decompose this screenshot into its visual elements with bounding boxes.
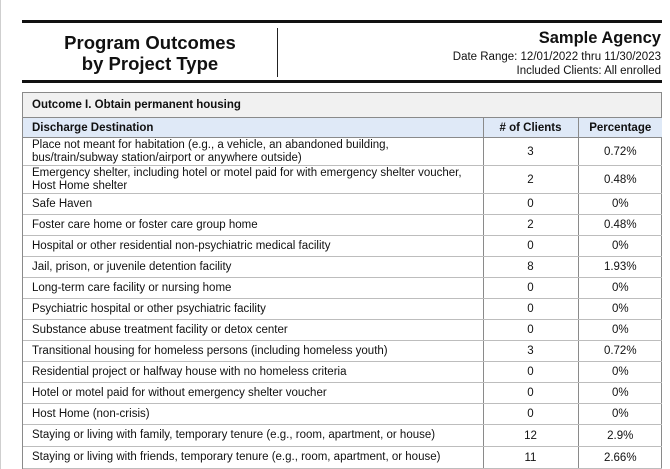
outcome-section [22, 92, 662, 469]
clients-cell: 8 [483, 257, 578, 278]
destination-cell: Emergency shelter, including hotel or motel paid for with emergency shelter voucher, Host Home shelter [23, 166, 483, 194]
table-header-row [23, 118, 662, 138]
percentage-cell: 2.9% [578, 425, 662, 447]
table-row [23, 341, 662, 362]
percentage-cell: 0% [578, 362, 662, 383]
clients-cell: 0 [483, 278, 578, 299]
percentage-cell: 0.48% [578, 215, 662, 236]
table-row [23, 278, 662, 299]
table-row [23, 447, 662, 469]
included-clients: Included Clients: All enrolled [516, 65, 661, 77]
percentage-cell: 0% [578, 299, 662, 320]
destination-cell: Safe Haven [23, 194, 483, 215]
table-row [23, 425, 662, 447]
table-row [23, 362, 662, 383]
column-header-percentage: Percentage [578, 118, 662, 138]
destination-cell: Hospital or other residential non-psychiatric medical facility [23, 236, 483, 257]
clients-cell: 3 [483, 341, 578, 362]
discharge-table [23, 118, 662, 469]
clients-cell: 11 [483, 447, 578, 469]
percentage-cell: 0.72% [578, 341, 662, 362]
destination-cell: Transitional housing for homeless persons (including homeless youth) [23, 341, 483, 362]
percentage-cell: 2.66% [578, 447, 662, 469]
destination-cell: Substance abuse treatment facility or detox center [23, 320, 483, 341]
report-header [22, 20, 662, 83]
destination-cell: Long-term care facility or nursing home [23, 278, 483, 299]
clients-cell: 0 [483, 383, 578, 404]
report-title [22, 32, 278, 74]
clients-cell: 12 [483, 425, 578, 447]
percentage-cell: 0% [578, 320, 662, 341]
table-row [23, 299, 662, 320]
outcome-title: Outcome I. Obtain permanent housing [23, 93, 661, 118]
destination-cell: Jail, prison, or juvenile detention facility [23, 257, 483, 278]
table-row [23, 383, 662, 404]
destination-cell: Staying or living with family, temporary tenure (e.g., room, apartment, or house) [23, 425, 483, 447]
report-title-line1: Program Outcomes [64, 32, 236, 53]
destination-cell: Residential project or halfway house with no homeless criteria [23, 362, 483, 383]
report-title-line2: by Project Type [81, 53, 219, 74]
table-row [23, 194, 662, 215]
destination-cell: Staying or living with friends, temporary tenure (e.g., room, apartment, or house) [23, 447, 483, 469]
clients-cell: 2 [483, 166, 578, 194]
percentage-cell: 0% [578, 383, 662, 404]
percentage-cell: 0% [578, 194, 662, 215]
percentage-cell: 0.48% [578, 166, 662, 194]
percentage-cell: 1.93% [578, 257, 662, 278]
percentage-cell: 0% [578, 278, 662, 299]
table-row [23, 320, 662, 341]
clients-cell: 0 [483, 194, 578, 215]
table-row [23, 138, 662, 166]
clients-cell: 0 [483, 236, 578, 257]
column-header-destination: Discharge Destination [23, 118, 483, 138]
destination-cell: Place not meant for habitation (e.g., a vehicle, an abandoned building, bus/train/subway station/airport or anywhere outside) [23, 138, 483, 166]
percentage-cell: 0% [578, 236, 662, 257]
table-row [23, 404, 662, 425]
clients-cell: 0 [483, 320, 578, 341]
header-divider [277, 28, 278, 77]
table-row [23, 215, 662, 236]
percentage-cell: 0% [578, 404, 662, 425]
column-header-clients: # of Clients [483, 118, 578, 138]
clients-cell: 0 [483, 362, 578, 383]
clients-cell: 3 [483, 138, 578, 166]
clients-cell: 2 [483, 215, 578, 236]
destination-cell: Foster care home or foster care group home [23, 215, 483, 236]
table-row [23, 257, 662, 278]
destination-cell: Host Home (non-crisis) [23, 404, 483, 425]
destination-cell: Hotel or motel paid for without emergency shelter voucher [23, 383, 483, 404]
clients-cell: 0 [483, 404, 578, 425]
clients-cell: 0 [483, 299, 578, 320]
agency-name: Sample Agency [538, 29, 661, 47]
table-row [23, 236, 662, 257]
percentage-cell: 0.72% [578, 138, 662, 166]
destination-cell: Psychiatric hospital or other psychiatric facility [23, 299, 483, 320]
date-range: Date Range: 12/01/2022 thru 11/30/2023 [452, 51, 661, 63]
table-row [23, 166, 662, 194]
